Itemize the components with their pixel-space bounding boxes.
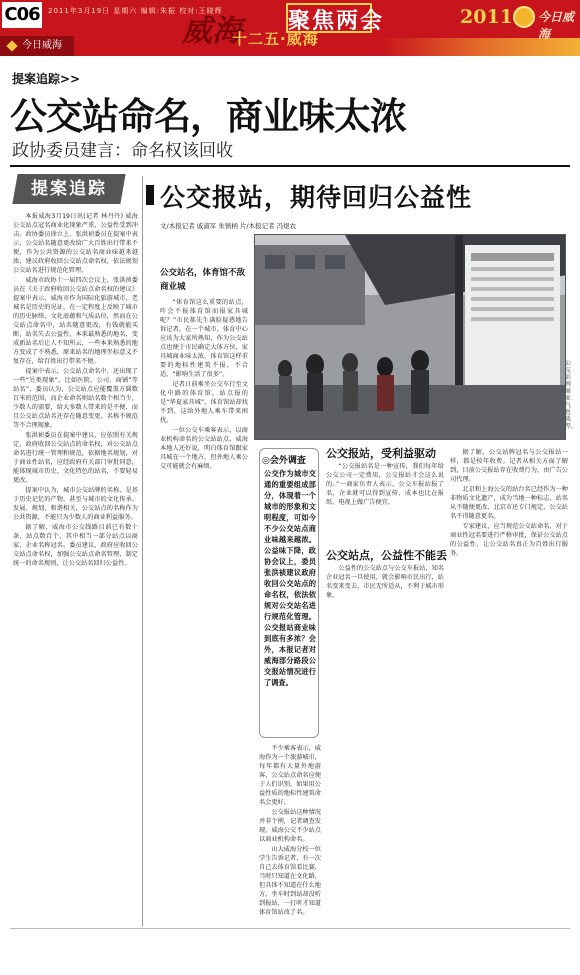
- feature-paragraph: 据了解，公交站牌冠名与公交报站一样，都是按年收费。记者从相关方面了解到，目前公交报站存在收费行为，由广告公司代理。: [450, 449, 568, 483]
- feature-paragraph: 一位公交车乘客表示，以商业机构命名的公交站站点，威海本地人还好说，明白体育馆跟家具城在一个地方，但外地人乘公交可能就会有麻烦。: [160, 427, 248, 470]
- national-emblem-icon: [513, 6, 535, 28]
- page-number: C06: [2, 2, 42, 28]
- feature-paragraph: 专家建议，应当规范公交站命名，对于商业性冠名要进行严格审批，保证公交站点的公益性，让公交站名真正为百姓出行服务。: [450, 523, 568, 557]
- brand-logo: 威海: [182, 14, 242, 49]
- feature-paragraph: 公益性的公交站点与公交车报站，知名企业冠名一旦使用，就会影响市民出行，站名变来变去，市民无所适从，不利于城市形象。: [326, 565, 444, 599]
- date-line: 2011年3月19日 星期六 编辑:朱振 校对:王晓辉: [48, 7, 223, 15]
- bottom-rule: [10, 928, 570, 929]
- left-paragraph: 提案中认为，城市公交站牌的名称，是基于历史记忆的产物，甚至与城市的文化传承、发展、规划、和谐相关，公交站点的名称作为公共资源，不能只为少数人的商业利益服务。: [13, 487, 138, 521]
- focus-title: 聚焦两会: [288, 8, 385, 34]
- section-b-heading: 公交报站，受利益驱动: [326, 447, 436, 460]
- column-divider: [142, 176, 143, 926]
- feature-paragraph: 山大威海分校一位学生告诉记者，有一次自己去体育馆看比赛，当时只知道在文化路，但具体不知道在什么地方，坐车时到站却没听到报站，一打听才知道体育馆站改了名。: [259, 846, 321, 916]
- plan-label: 十二五·威海: [232, 30, 319, 48]
- feature-paragraph: 公交报站这种情况并非个例，记者调查发现，威海公交不少站点以商业机构命名。: [259, 809, 321, 843]
- feature-paragraph: 记者日前乘坐公交车行至文化中路的体育馆，站点报的是“华夏家具城”，体育馆站却找不到，这给外地人乘车带来困扰。: [160, 381, 248, 424]
- main-headline: 公交站命名，商业味太浓: [10, 95, 406, 138]
- left-paragraph: 本报威海3月19日讯(记者 林丹丹) 威海公交站点冠名商业化现象严重，公益性受到冲击。政协委员徐立上、张洪祯委员在提案中表示，公交站名随意更改给广大百姓出行带来不便，作为公共资源的公交站名商业味越来越浓，建议政府收回公交站点命名权，依法规划公交站名进行规范化管理。: [13, 213, 138, 274]
- feature-column-5: [326, 564, 444, 924]
- notice-heading: ◎会外调查: [262, 456, 306, 466]
- notice-body: 公交作为城市交通的重要组成部分，体现着一个城市的形象和文明程度，可如今不少公交站点商业味越来越浓。公益味下降，政协会议上，委员张洪祯建议政府收回公交站点的命名权，依法依规对公交站名进行规范化管理。公交报站商业味到底有多浓？会外，本报记者对威海部分路段公交报站情况进行了调查。: [264, 469, 316, 687]
- bus-stop-photo: [254, 234, 566, 440]
- feature-paragraph: “公交报站名是一种宣传，我们每年给公交公司一定费用，公交报站才会这么说的。”一商家负责人表示，公交车报站报了名，企业就可以得到宣传，成本也比在报纸、电视上做广告便宜。: [326, 463, 444, 506]
- left-paragraph: 威海市政协十一届四次会议上，张洪祯委员在《关于政府收回公交站点命名权的建议》提案中表示，威海市作为国际化旅游城市，老城名是历史的见证，在一定程度上反映了城市的历史脉络，文化底蕴和气质品位，然而在公交站点命名中，站名随意更改，有钱就能买断，站名失去公益性，本来最熟悉的地名，变成新站名后让人不知所云，一些本来熟悉的地方变成了不熟悉，原来站名的地理坐标意义不复存在，给百姓出行带来不便。: [13, 277, 138, 365]
- left-paragraph: 据了解，威海市公交线路目前已有数十条，站点数百个，其中相当一部分站点以商家、企业名称冠名。委员建议，政府应收回公交站点命名权，加强公交站点命名管理，制定统一的命名规则，让公交站名回归公益性。: [13, 524, 138, 567]
- year-label: 2011: [460, 6, 513, 28]
- section-tab[interactable]: 今日威海: [0, 36, 74, 56]
- sub-headline: 政协委员建言：命名权该回收: [12, 141, 233, 161]
- feature-paragraph: 不少乘客表示，威海作为一个旅游城市，每年都有大量外地游客，公交站点命名应便于人们识别，如果用公益性质的地标性建筑命名会更好。: [259, 745, 321, 806]
- byline: 文/本报记者 戚淑军 朱镇柄 片/本报记者 冯煜农: [160, 222, 297, 230]
- feature-paragraph: “体育馆这么重要的站点，咋会不报体育馆而报家具城呢？”市民郝先生满脸疑惑地告诉记者，在一个城市，体育中心应该为大家所熟知，作为公交站点也便于市民确定大体方位，家具城商业味太浓，体育馆这样重要的地标性建筑不报，不合适，“影响生活了很多”。: [160, 299, 248, 378]
- tracking-badge-label: 提案追踪: [31, 179, 107, 199]
- feature-column-4: [450, 448, 568, 924]
- feature-paragraph: 北京和上海公交的站台名已经作为一种非物质文化遗产，成为当地一种标志，站名从不随便更改，北京市还专门规定，公交站名不得随意更名。: [450, 486, 568, 520]
- brand-right: 今日威海: [538, 10, 575, 41]
- feature-headline: 公交报站，期待回归公益性: [160, 178, 472, 214]
- tracking-badge: [12, 174, 125, 204]
- feature-column-2: [259, 744, 321, 924]
- kicker: 提案追踪>>: [12, 72, 81, 86]
- section-c-heading: 公交站点，公益性不能丢: [326, 549, 447, 562]
- headline-rule: [10, 165, 570, 167]
- bus-stop-photo-illustration: [255, 235, 566, 440]
- section-a-heading: 公交站名，体育馆不敌商业城: [160, 268, 246, 292]
- photo-caption: 公交站牌商业气息浓厚。: [565, 360, 578, 430]
- feature-column-1: [160, 298, 248, 924]
- left-column-text: [13, 212, 138, 924]
- masthead: [0, 0, 580, 56]
- left-paragraph: 提案中表示，公交站点命名中，还出现了一些“另类现象”，比如医院、公司、商铺“等站名”，委员认为，公交站点应能覆盖方圆数百米的范围，而企业命名则站名数个相当少，少数人的需要，给大多数人带来的是不便，而且公交站点站名还存在随意变更、名称不规范等不合理现象。: [13, 368, 138, 429]
- feature-column-3: [326, 462, 444, 544]
- left-paragraph: 张洪祯委员在提案中建议，应依照有关规定，政府收回公交站点的命名权，对公交站点命名进行统一管理和规范，依据地名规划，对于商业性站名，应经政府有关部门审批同意，能体现城市历史、文化特色的站名，不要轻易更改。: [13, 432, 138, 484]
